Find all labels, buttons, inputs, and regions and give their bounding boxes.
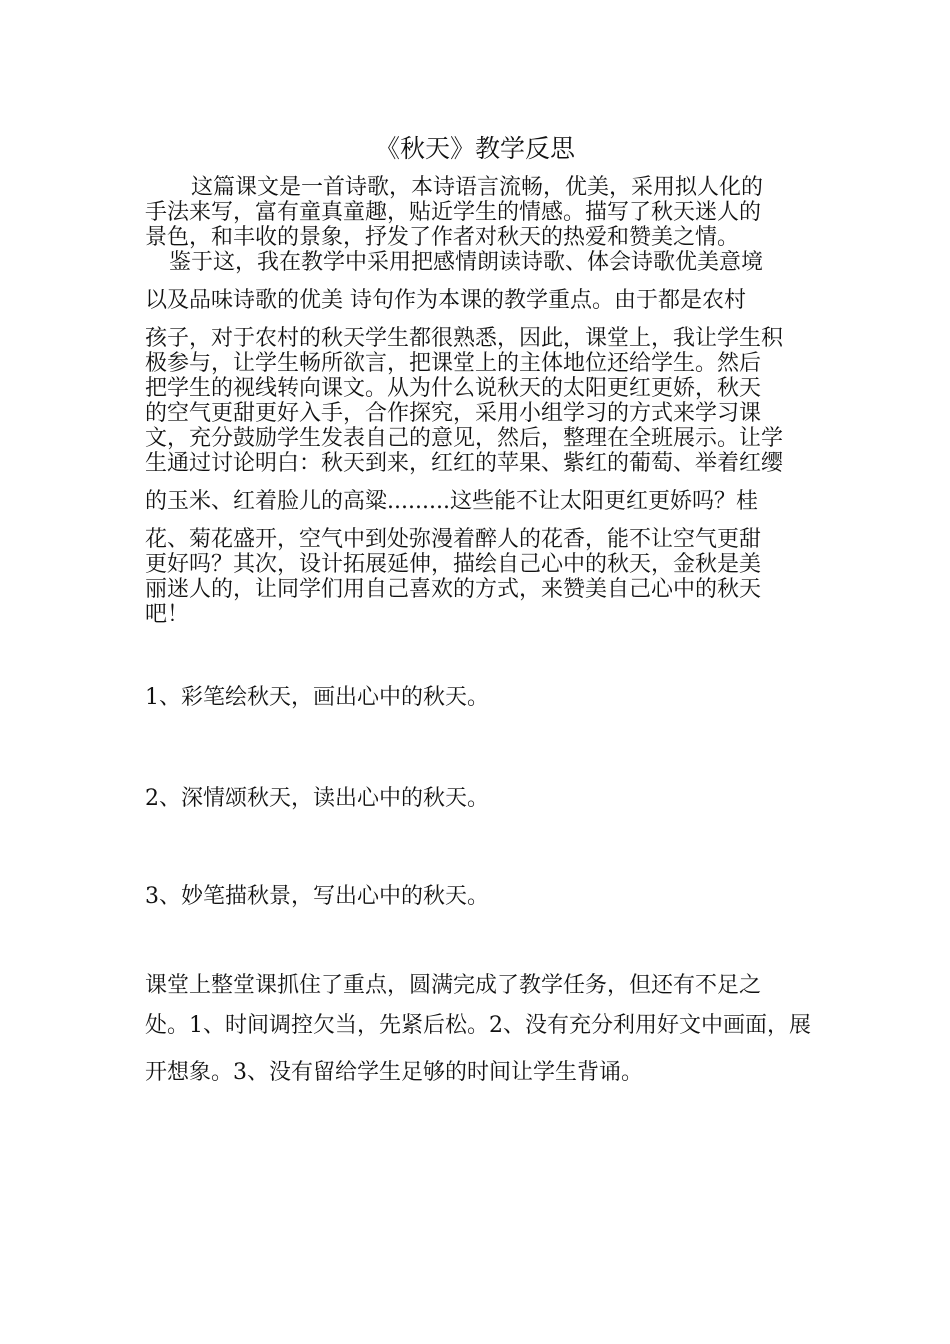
paragraph-2-line-13: 吧！ [145,602,190,627]
paragraph-2-line-8: 生通过讨论明白：秋天到来，红红的苹果、紫红的葡萄、举着红缨 [145,451,784,476]
paragraph-1-line-3: 景色，和丰收的景象，抒发了作者对秋天的热爱和赞美之情。 [145,225,740,250]
list-item-2: 2、深情颂秋天，读出心中的秋天。 [145,786,489,811]
conclusion-line-3: 开想象。3、没有留给学生足够的时间让学生背诵。 [145,1060,643,1085]
paragraph-1-line-1: 这篇课文是一首诗歌，本诗语言流畅，优美，采用拟人化的 [191,175,764,200]
conclusion-line-1: 课堂上整堂课抓住了重点，圆满完成了教学任务，但还有不足之 [145,973,762,998]
paragraph-2-line-1: 鉴于这，我在教学中采用把感情朗读诗歌、体会诗歌优美意境 [169,250,764,275]
paragraph-2-line-9: 的玉米、红着脸儿的高粱.........这些能不让太阳更红更娇吗？桂 [145,489,758,514]
document-title: 《秋天》教学反思 [374,134,575,163]
paragraph-2-line-7: 文，充分鼓励学生发表自己的意见，然后，整理在全班展示。让学 [145,426,784,451]
paragraph-2-line-4: 极参与，让学生畅所欲言，把课堂上的主体地位还给学生。然后 [145,351,762,376]
paragraph-2-line-2: 以及品味诗歌的优美 诗句作为本课的教学重点。由于都是农村 [145,288,746,313]
paragraph-2-line-6: 的空气更甜更好入手，合作探究，采用小组学习的方式来学习课 [145,401,762,426]
paragraph-2-line-5: 把学生的视线转向课文。从为什么说秋天的太阳更红更娇，秋天 [145,376,762,401]
paragraph-2-line-11: 更好吗？其次，设计拓展延伸，描绘自己心中的秋天，金秋是美 [145,552,762,577]
list-item-1: 1、彩笔绘秋天，画出心中的秋天。 [145,685,489,710]
paragraph-2-line-12: 丽迷人的，让同学们用自己喜欢的方式，来赞美自己心中的秋天 [145,577,762,602]
paragraph-1-line-2: 手法来写，富有童真童趣，贴近学生的情感。描写了秋天迷人的 [145,200,762,225]
conclusion-line-2: 处。1、时间调控欠当，先紧后松。2、没有充分利用好文中画面，展 [145,1013,811,1038]
list-item-3: 3、妙笔描秋景，写出心中的秋天。 [145,884,489,909]
paragraph-2-line-10: 花、菊花盛开，空气中到处弥漫着醉人的花香，能不让空气更甜 [145,527,762,552]
paragraph-2-line-3: 孩子，对于农村的秋天学生都很熟悉，因此，课堂上，我让学生积 [145,326,784,351]
